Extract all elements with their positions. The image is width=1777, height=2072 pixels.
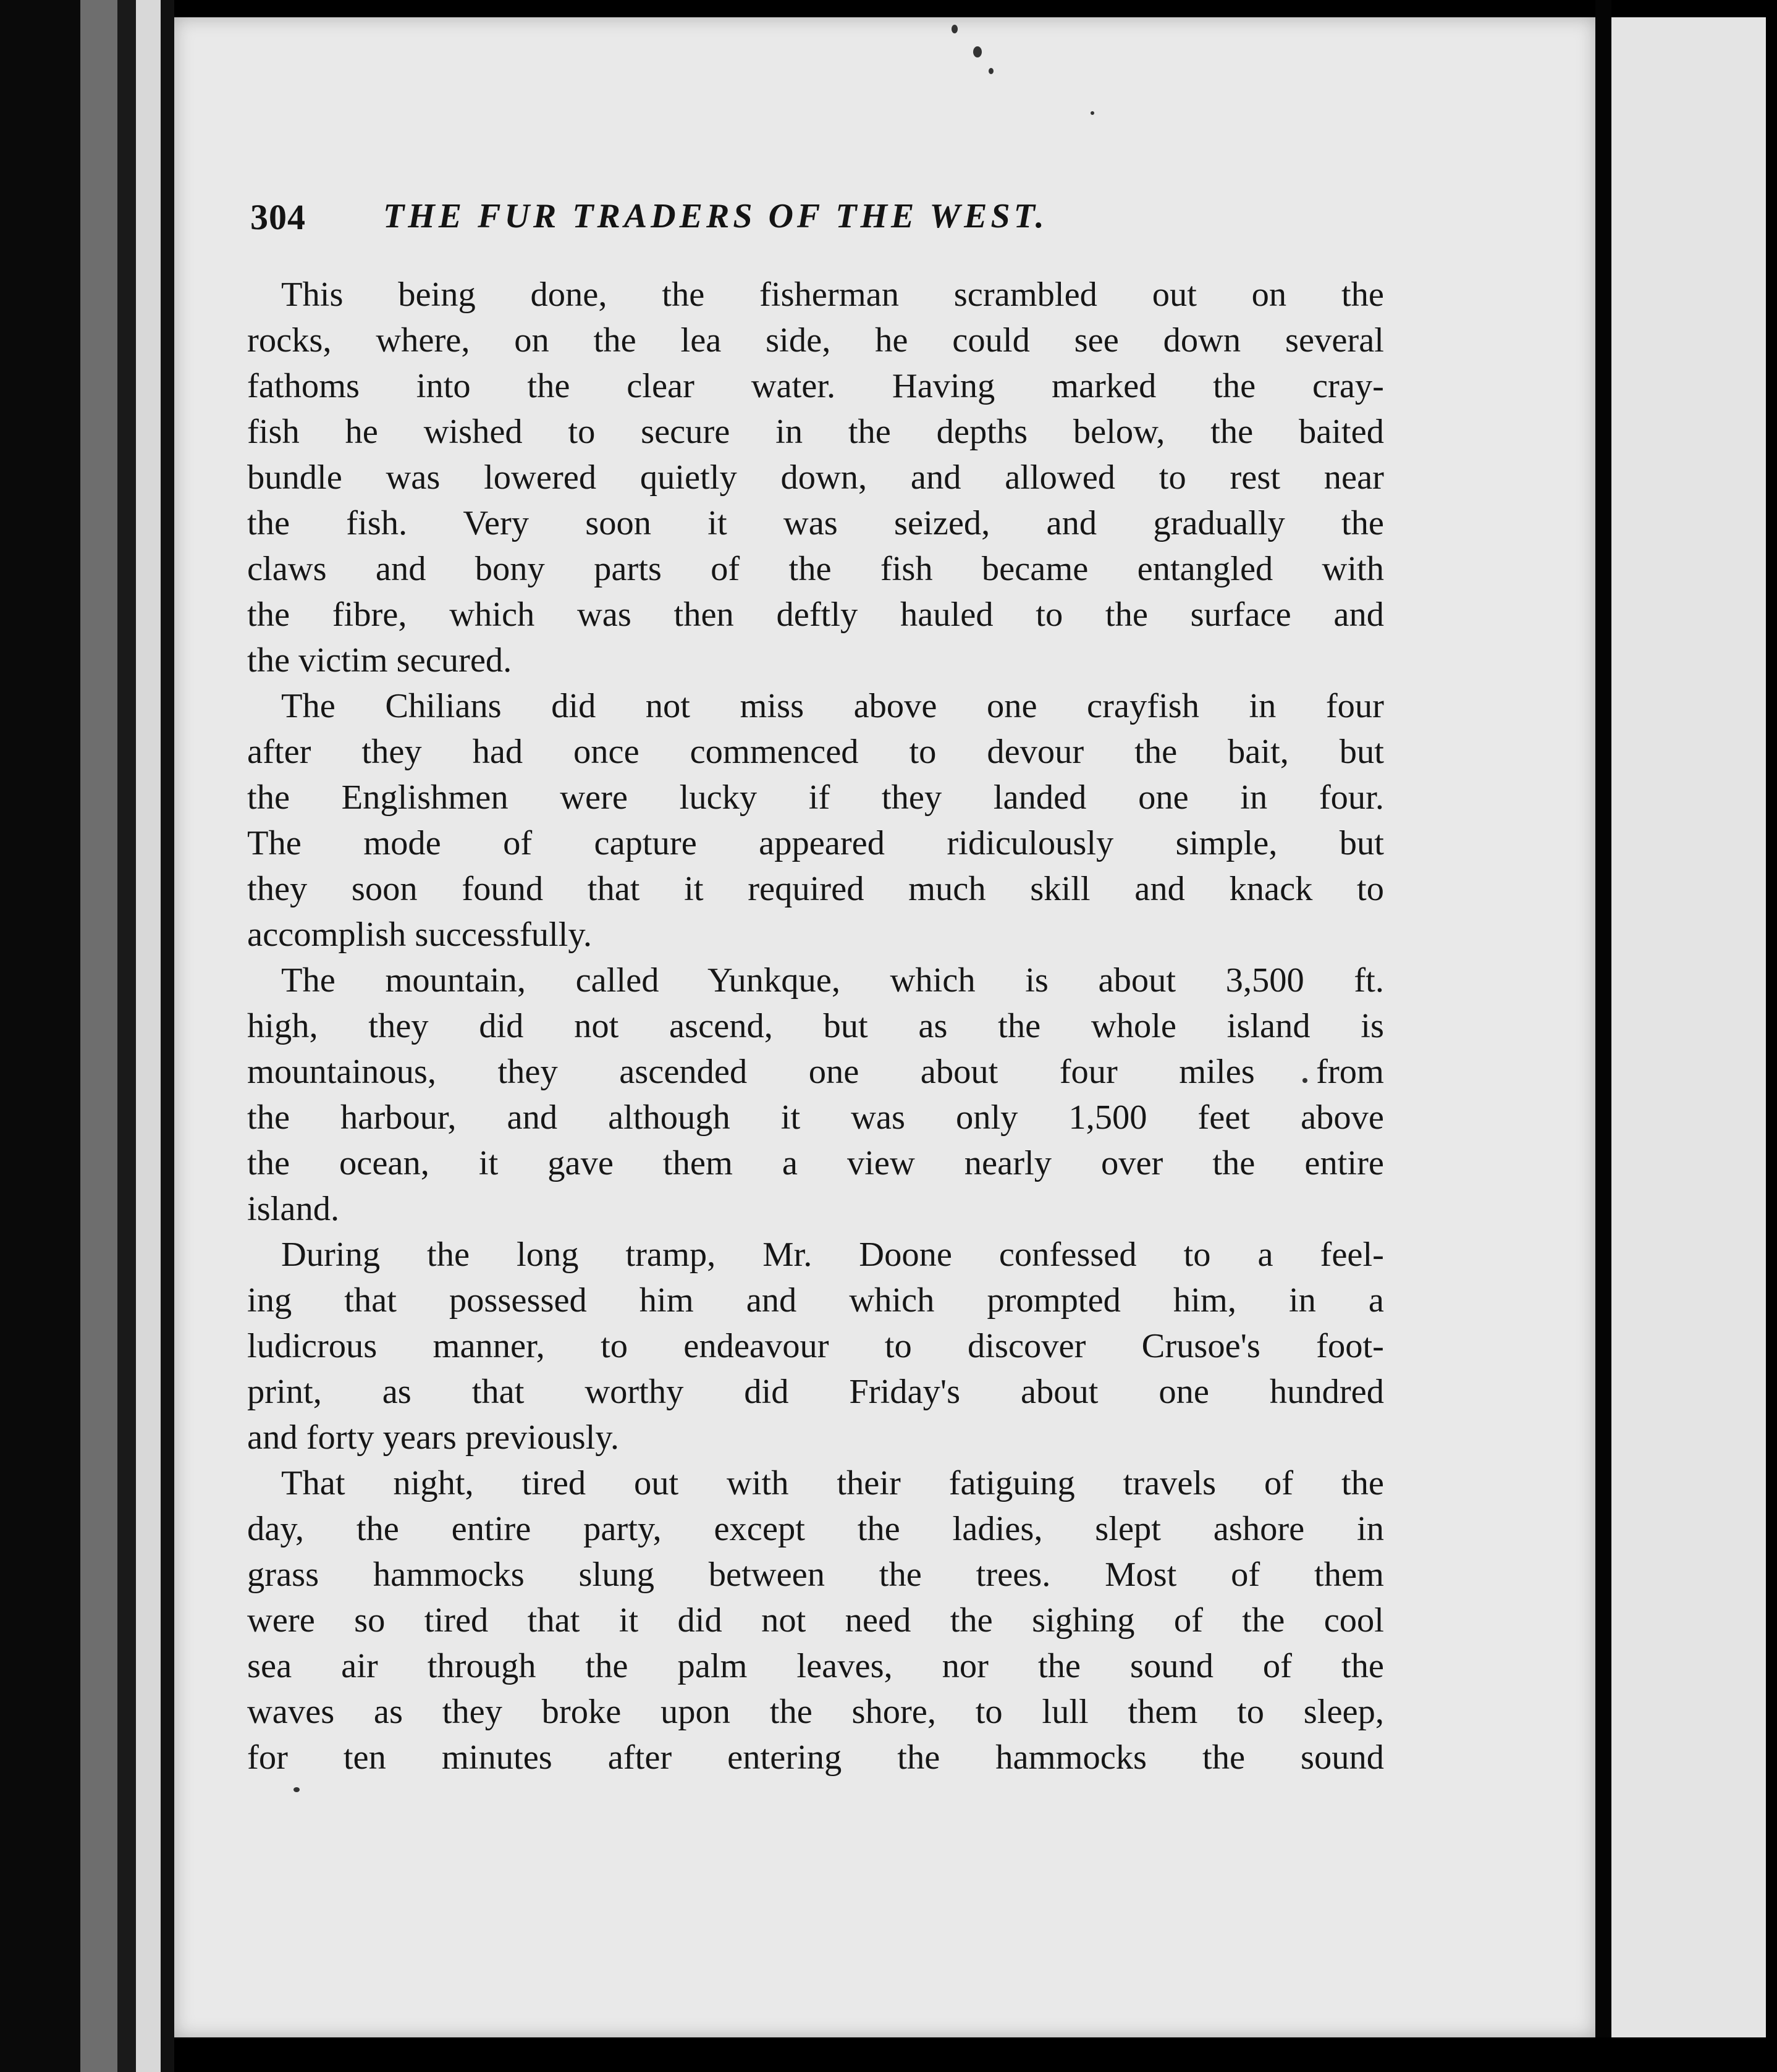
text-line: and forty years previously. bbox=[247, 1418, 619, 1457]
text-line: claws and bony parts of the fish became entangled with bbox=[247, 550, 1384, 588]
body-text bbox=[247, 272, 1384, 1780]
page-edge bbox=[161, 0, 174, 2072]
binding-edge bbox=[0, 0, 80, 2072]
paragraph bbox=[247, 272, 1384, 683]
binding-edge bbox=[117, 0, 136, 2072]
text-line: were so tired that it did not need the sighing of the cool bbox=[247, 1601, 1384, 1640]
dust-speck bbox=[1091, 111, 1094, 115]
dust-speck bbox=[293, 1787, 300, 1792]
text-line: after they had once commenced to devour the bait, but bbox=[247, 733, 1384, 771]
text-line: island. bbox=[247, 1190, 340, 1228]
text-line: sea air through the palm leaves, nor the sound of the bbox=[247, 1647, 1384, 1685]
text-line: the fibre, which was then deftly hauled to the surface and bbox=[247, 596, 1384, 634]
text-line: grass hammocks slung between the trees. Most of them bbox=[247, 1556, 1384, 1594]
text-line: high, they did not ascend, but as the whole island is bbox=[247, 1007, 1384, 1045]
text-line: fish he wished to secure in the depths below, the baited bbox=[247, 413, 1384, 451]
text-line: the fish. Very soon it was seized, and gradually the bbox=[247, 504, 1384, 542]
binding-edge bbox=[80, 0, 117, 2072]
text-line: the Englishmen were lucky if they landed one in four. bbox=[247, 778, 1384, 817]
page-header bbox=[250, 196, 1301, 252]
text-line: the harbour, and although it was only 1,500 feet above bbox=[247, 1098, 1384, 1137]
text-line: The Chilians did not miss above one crayfish in four bbox=[281, 687, 1384, 725]
page-number: 304 bbox=[250, 197, 306, 237]
text-line: This being done, the fisherman scrambled out on the bbox=[281, 276, 1384, 314]
text-line: they soon found that it required much skill and knack to bbox=[247, 870, 1384, 908]
paragraph bbox=[247, 958, 1384, 1232]
text-line: fathoms into the clear water. Having marked the cray- bbox=[247, 367, 1384, 405]
paragraph bbox=[247, 683, 1384, 958]
page-gutter bbox=[1595, 0, 1611, 2072]
dust-speck bbox=[989, 68, 994, 74]
text-line: for ten minutes after entering the hammocks the sound bbox=[247, 1738, 1384, 1777]
scan-border bbox=[174, 2037, 1766, 2072]
text-line: print, as that worthy did Friday's about one hundred bbox=[247, 1373, 1384, 1411]
text-line: mountainous, they ascended one about four miles from bbox=[247, 1053, 1384, 1091]
text-line: rocks, where, on the lea side, he could see down several bbox=[247, 321, 1384, 360]
text-line: bundle was lowered quietly down, and allowed to rest near bbox=[247, 458, 1384, 497]
text-line: ing that possessed him and which prompted him, in a bbox=[247, 1281, 1384, 1320]
text-line: That night, tired out with their fatiguing travels of the bbox=[281, 1464, 1384, 1502]
text-line: the victim secured. bbox=[247, 641, 512, 680]
text-line: During the long tramp, Mr. Doone confessed to a feel- bbox=[281, 1236, 1384, 1274]
running-head: THE FUR TRADERS OF THE WEST. bbox=[383, 197, 1048, 235]
text-line: the ocean, it gave them a view nearly over the entire bbox=[247, 1144, 1384, 1182]
adjacent-page-sliver bbox=[1611, 17, 1766, 2037]
text-line: day, the entire party, except the ladies, slept ashore in bbox=[247, 1510, 1384, 1548]
dust-speck bbox=[973, 46, 982, 57]
page-edge bbox=[136, 0, 161, 2072]
text-line: ludicrous manner, to endeavour to discover Crusoe's foot- bbox=[247, 1327, 1384, 1365]
text-line: waves as they broke upon the shore, to lull them to sleep, bbox=[247, 1693, 1384, 1731]
text-line: accomplish successfully. bbox=[247, 916, 593, 954]
text-line: The mountain, called Yunkque, which is about 3,500 ft. bbox=[281, 961, 1384, 1000]
scan-border bbox=[1766, 0, 1777, 2072]
text-line: The mode of capture appeared ridiculously simple, but bbox=[247, 824, 1384, 862]
paragraph bbox=[247, 1460, 1384, 1780]
dust-speck bbox=[952, 25, 958, 33]
paragraph bbox=[247, 1232, 1384, 1460]
